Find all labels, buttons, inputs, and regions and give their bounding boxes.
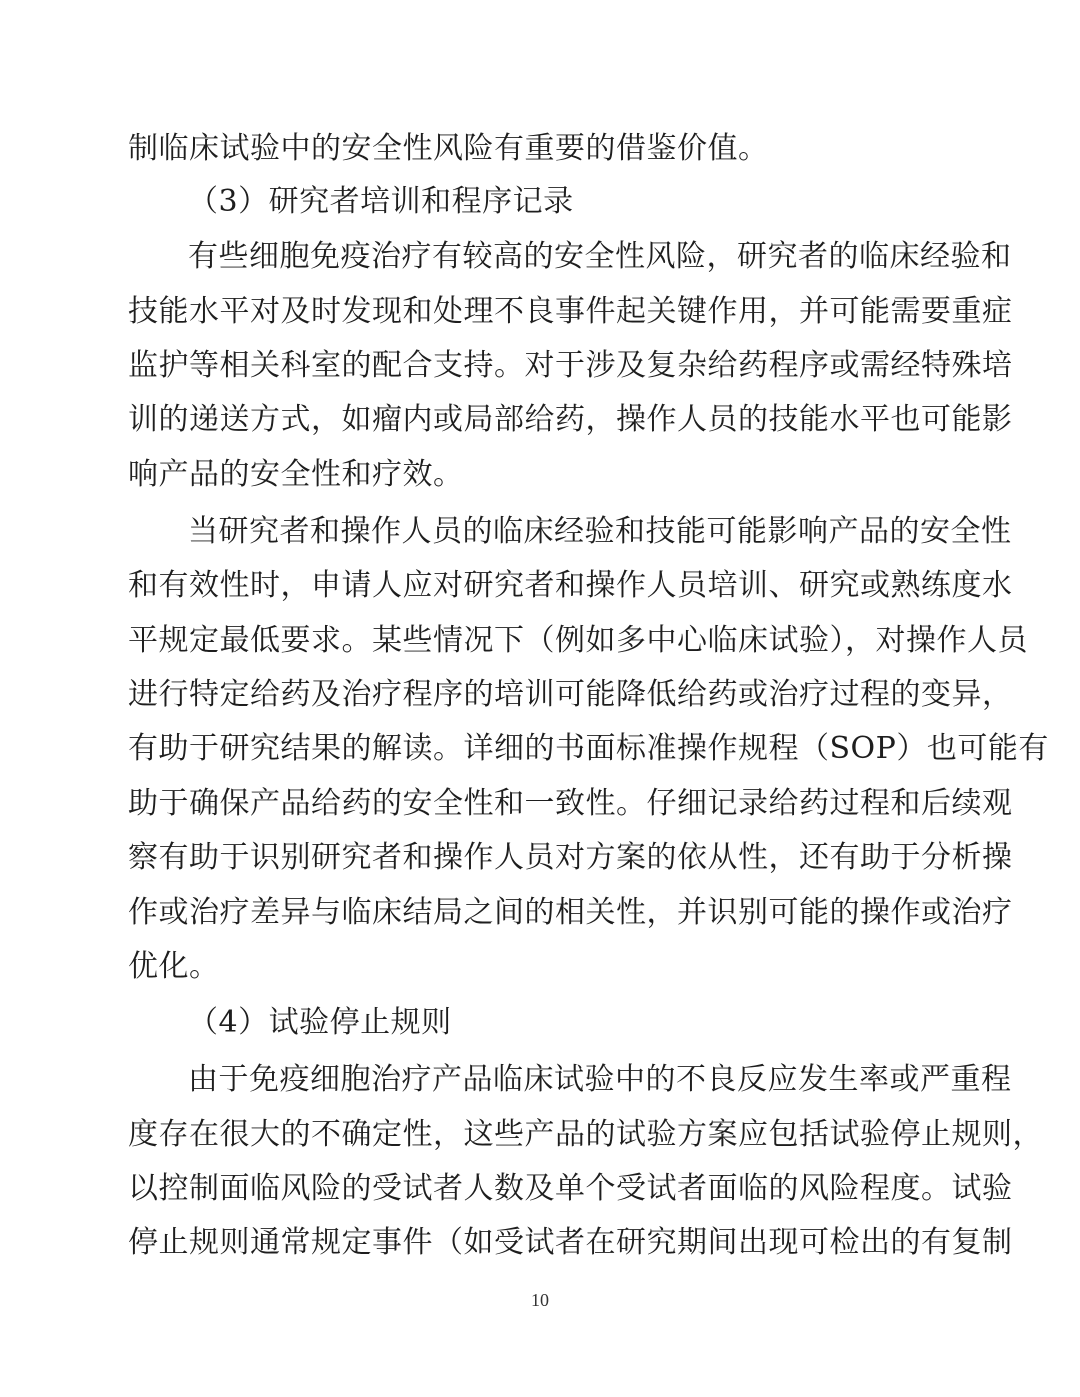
text-line: 进行特定给药及治疗程序的培训可能降低给药或治疗过程的变异， [128,677,1013,712]
text-line: 监护等相关科室的配合支持。对于涉及复杂给药程序或需经特殊培 [128,348,1013,383]
text-line: 有些细胞免疫治疗有较高的安全性风险，研究者的临床经验和 [188,239,1012,274]
text-line: 制临床试验中的安全性风险有重要的借鉴价值。 [128,131,769,166]
text-line: 助于确保产品给药的安全性和一致性。仔细记录给药过程和后续观 [128,786,1013,821]
text-line: 停止规则通常规定事件（如受试者在研究期间出现可检出的有复制 [128,1225,1013,1260]
text-line: 以控制面临风险的受试者人数及单个受试者面临的风险程度。试验 [128,1171,1013,1206]
text-line: 察有助于识别研究者和操作人员对方案的依从性，还有助于分析操 [128,840,1013,875]
section-heading: （3）研究者培训和程序记录 [188,184,574,219]
text-line: 平规定最低要求。某些情况下（例如多中心临床试验），对操作人员 [128,623,1028,658]
text-line: 作或治疗差异与临床结局之间的相关性，并识别可能的操作或治疗 [128,895,1013,930]
text-line: 技能水平对及时发现和处理不良事件起关键作用，并可能需要重症 [128,294,1013,329]
text-line: 当研究者和操作人员的临床经验和技能可能影响产品的安全性 [188,514,1012,549]
section-heading: （4）试验停止规则 [188,1005,452,1040]
text-line: 和有效性时，申请人应对研究者和操作人员培训、研究或熟练度水 [128,568,1013,603]
text-line: 优化。 [128,949,220,984]
page-number: 10 [531,1290,549,1310]
text-line: 训的递送方式，如瘤内或局部给药，操作人员的技能水平也可能影 [128,402,1013,437]
text-line: 度存在很大的不确定性，这些产品的试验方案应包括试验停止规则， [128,1117,1043,1152]
text-line: 由于免疫细胞治疗产品临床试验中的不良反应发生率或严重程 [188,1062,1012,1097]
text-line: 有助于研究结果的解读。详细的书面标准操作规程（SOP）也可能有 [128,731,1049,766]
text-line: 响产品的安全性和疗效。 [128,457,464,492]
